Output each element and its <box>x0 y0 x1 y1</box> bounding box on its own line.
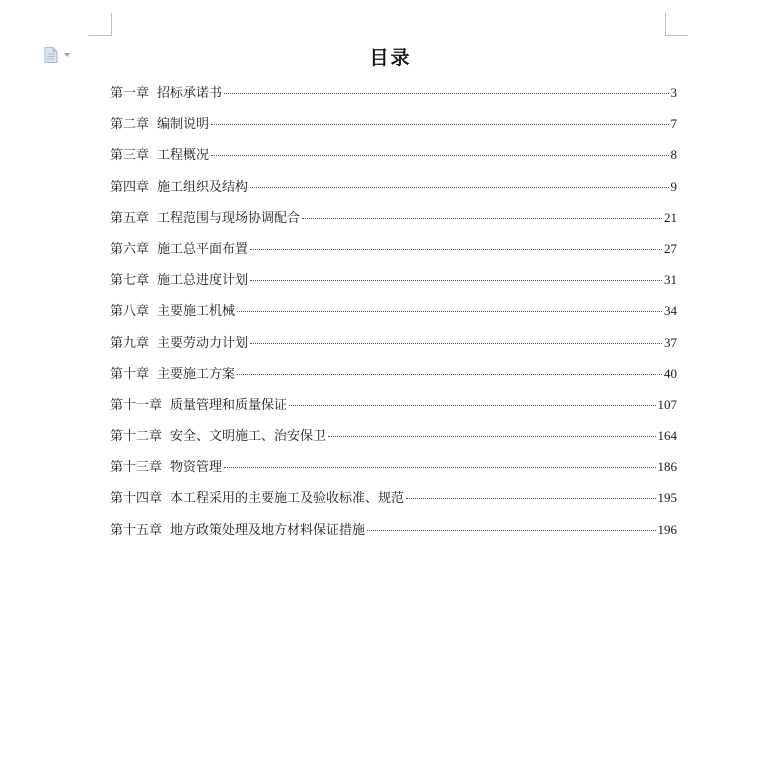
toc-chapter-number: 第一章 <box>110 86 150 101</box>
toc-chapter-title: 质量管理和质量保证 <box>170 397 288 413</box>
toc-chapter-title: 物资管理 <box>170 460 223 476</box>
toc-page-number: 3 <box>670 85 677 100</box>
toc-page-number: 9 <box>670 178 677 194</box>
toc-dot-leader <box>302 218 662 219</box>
toc-entry[interactable] <box>110 425 677 456</box>
toc-chapter-number: 第十一章 <box>110 397 163 413</box>
toc-page-number: 164 <box>657 428 677 444</box>
toc-entry[interactable] <box>110 113 677 144</box>
toc-chapter-title: 工程概况 <box>157 148 210 164</box>
toc-chapter-title: 施工组织及结构 <box>157 179 249 195</box>
toc-page-number: 195 <box>657 490 677 506</box>
margin-mark-top-left <box>89 13 112 36</box>
toc-entry[interactable] <box>110 300 677 331</box>
toc-dot-leader <box>250 343 662 344</box>
table-of-contents <box>110 82 677 550</box>
toc-entry[interactable] <box>110 207 677 238</box>
toc-chapter-title: 工程范围与现场协调配合 <box>157 210 301 226</box>
toc-chapter-number: 第九章 <box>110 335 150 351</box>
toc-chapter-number: 第七章 <box>110 273 150 289</box>
toc-entry[interactable] <box>110 487 677 518</box>
toc-dot-leader <box>406 498 655 499</box>
toc-dot-leader <box>250 187 668 188</box>
toc-page-number: 8 <box>670 147 677 163</box>
toc-entry[interactable] <box>110 394 677 425</box>
toc-page-number: 37 <box>664 334 677 350</box>
toc-chapter-title: 本工程采用的主要施工及验收标准、规范 <box>170 491 405 507</box>
toc-chapter-number: 第四章 <box>110 179 150 195</box>
toc-chapter-title: 编制说明 <box>157 117 210 133</box>
toc-page-number: 7 <box>670 116 677 132</box>
toc-dot-leader <box>237 374 662 375</box>
toc-entry[interactable] <box>110 363 677 394</box>
toc-entry[interactable] <box>110 269 677 300</box>
toc-page-number: 34 <box>664 303 677 319</box>
toc-chapter-title: 地方政策处理及地方材料保证措施 <box>170 522 366 538</box>
toc-chapter-number: 第二章 <box>110 117 150 133</box>
toc-chapter-title: 主要施工机械 <box>157 304 236 320</box>
document-title: 目录 <box>369 47 412 69</box>
toc-chapter-number: 第十二章 <box>110 429 163 445</box>
toc-dot-leader <box>367 530 655 531</box>
toc-entry[interactable] <box>110 519 677 550</box>
toc-entry[interactable] <box>110 238 677 269</box>
toc-dot-leader <box>250 280 662 281</box>
toc-chapter-title: 招标承诺书 <box>157 86 223 101</box>
toc-entry[interactable] <box>110 456 677 487</box>
toc-entry[interactable] <box>110 332 677 363</box>
toc-dot-leader <box>237 311 662 312</box>
toc-chapter-number: 第五章 <box>110 210 150 226</box>
toc-entry[interactable] <box>110 176 677 207</box>
toc-chapter-number: 第六章 <box>110 241 150 257</box>
toc-chapter-title: 施工总平面布置 <box>157 241 249 257</box>
toc-page-number: 31 <box>664 272 677 288</box>
toc-page-number: 40 <box>664 365 677 381</box>
toc-page-number: 196 <box>657 521 677 537</box>
toc-dot-leader <box>328 436 655 437</box>
toc-chapter-title: 安全、文明施工、治安保卫 <box>170 429 327 445</box>
toc-page-number: 107 <box>657 396 677 412</box>
toc-dot-leader <box>211 155 668 156</box>
toc-chapter-number: 第十章 <box>110 366 150 382</box>
toc-chapter-title: 施工总进度计划 <box>157 273 249 289</box>
toc-chapter-number: 第十四章 <box>110 491 163 507</box>
toc-entry[interactable] <box>110 144 677 175</box>
toc-dot-leader <box>289 405 655 406</box>
margin-mark-top-right <box>665 13 688 36</box>
toc-chapter-number: 第十三章 <box>110 460 163 476</box>
toc-page-number: 21 <box>664 209 677 225</box>
toc-chapter-number: 第八章 <box>110 304 150 320</box>
toc-chapter-number: 第三章 <box>110 148 150 164</box>
toc-page-number: 27 <box>664 240 677 256</box>
toc-entry[interactable] <box>110 82 677 113</box>
toc-dot-leader <box>224 93 668 94</box>
toc-chapter-number: 第十五章 <box>110 522 163 538</box>
toc-dot-leader <box>250 249 662 250</box>
toc-page-number: 186 <box>657 459 677 475</box>
toc-dot-leader <box>224 467 655 468</box>
toc-dot-leader <box>211 124 668 125</box>
toc-chapter-title: 主要施工方案 <box>157 366 236 382</box>
toc-chapter-title: 主要劳动力计划 <box>157 335 249 351</box>
